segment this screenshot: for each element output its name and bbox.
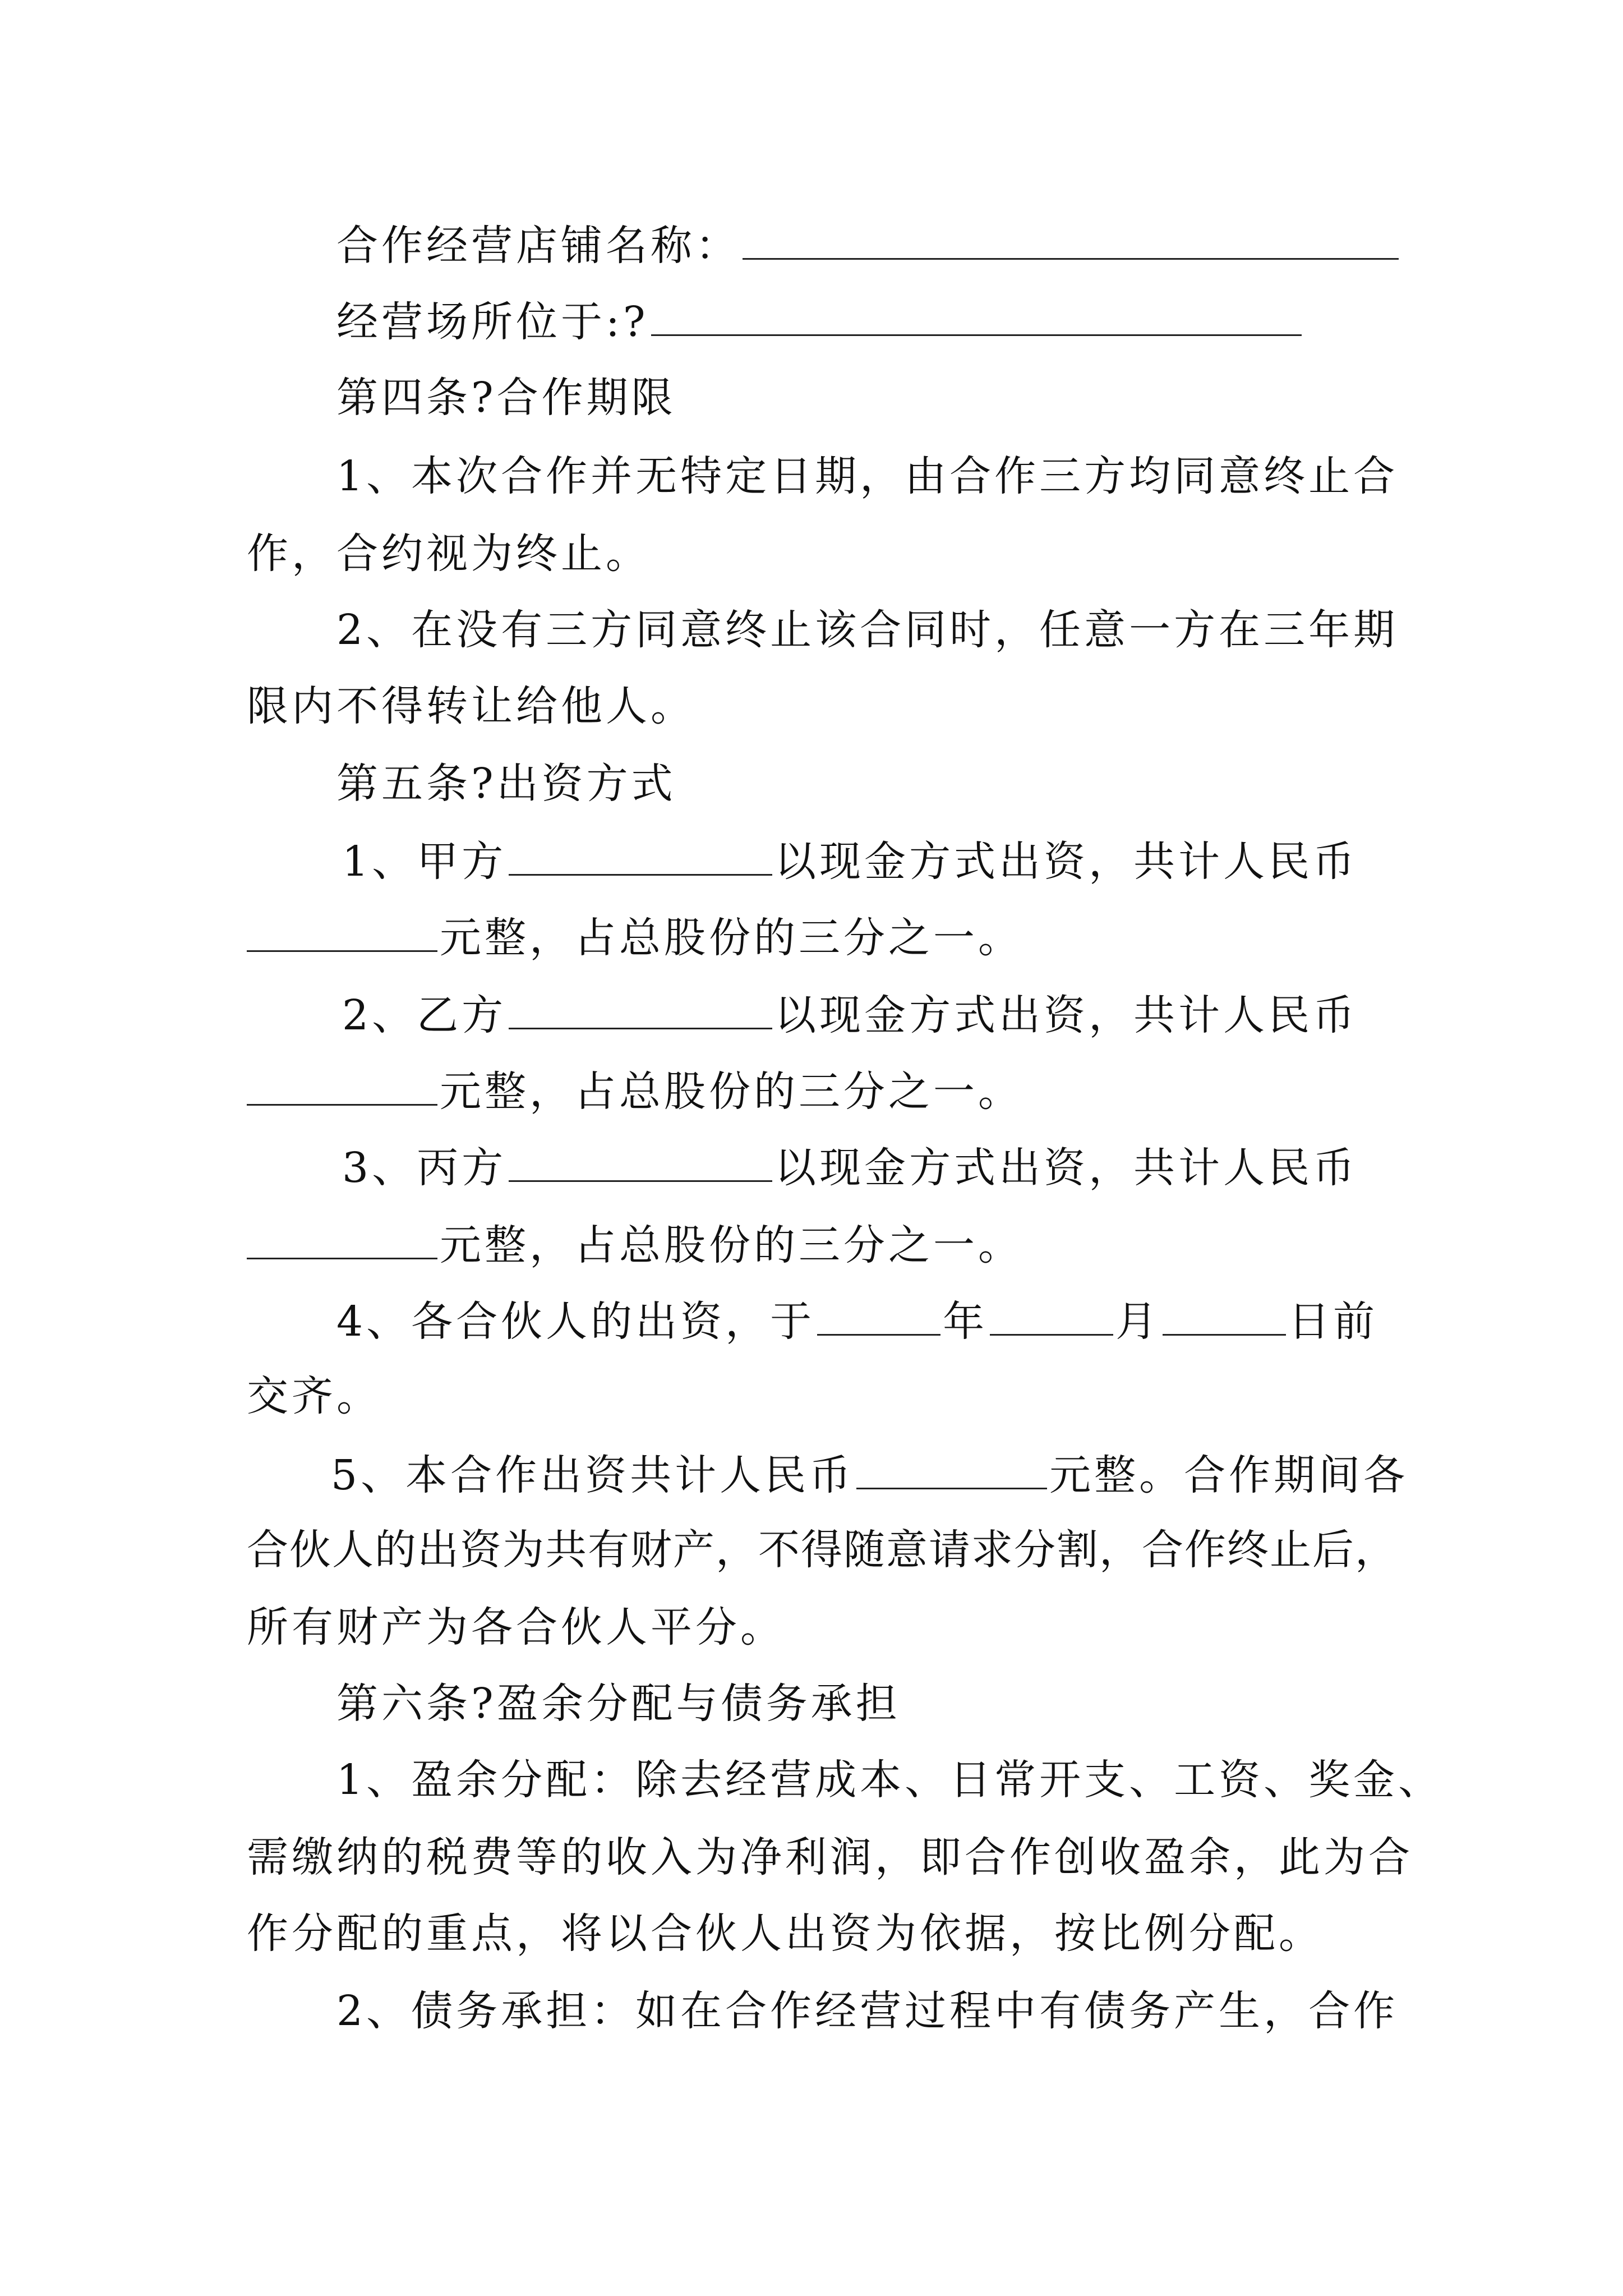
party-a-amount-blank: [247, 915, 437, 952]
article-4-para-1-line-1: 1、本次合作并无特定日期，由合作三方均同意终止合: [336, 452, 1399, 500]
article-6-para-1-line-2: 需缴纳的税费等的收入为净利润，即合作创收盈余，此为合: [247, 1833, 1413, 1881]
party-c-label: 3、丙方: [342, 1144, 507, 1192]
location-line: [336, 298, 1304, 346]
article-5-para-4-line-2: 交齐。: [247, 1372, 381, 1420]
article-6-para-1-line-3: 作分配的重点，将以合伙人出资为依据，按比例分配。: [247, 1910, 1324, 1958]
party-a-blank: [509, 839, 772, 876]
article-5-para-5-line-3: 所有财产为各合伙人平分。: [247, 1603, 785, 1651]
party-a-share-text: 元整，占总股份的三分之一。: [440, 914, 1023, 962]
day-label: 日前: [1288, 1297, 1378, 1346]
party-b-label: 2、乙方: [342, 991, 507, 1039]
article-5-para-1-line-2: [247, 914, 1023, 962]
party-c-text: 以现金方式出资，共计人民币: [774, 1144, 1358, 1192]
article-5-para-2-line-2: [247, 1068, 1023, 1116]
month-label: 月: [1115, 1297, 1161, 1346]
article-5-para-2-line-1: [342, 991, 1358, 1039]
total-capital-blank: [856, 1453, 1047, 1489]
article-5-para-4-line-1: [336, 1297, 1378, 1346]
article-5-title: 第五条?出资方式: [336, 760, 676, 808]
party-a-label: 1、甲方: [342, 838, 507, 886]
article-5-para-1-line-1: [342, 838, 1358, 886]
deadline-label: 4、各合伙人的出资，于: [336, 1297, 815, 1346]
party-a-text: 以现金方式出资，共计人民币: [774, 838, 1358, 886]
party-b-text: 以现金方式出资，共计人民币: [774, 991, 1358, 1039]
party-c-amount-blank: [247, 1223, 437, 1259]
total-capital-label: 5、本合作出资共计人民币: [331, 1451, 855, 1499]
shop-name-label: 合作经营店铺名称：: [336, 222, 740, 270]
party-b-blank: [509, 993, 772, 1029]
article-4-title: 第四条?合作期限: [336, 374, 676, 422]
article-5-para-3-line-1: [342, 1144, 1358, 1192]
year-blank: [817, 1299, 940, 1336]
shop-name-blank: [743, 223, 1399, 260]
article-4-para-2-line-2: 限内不得转让给他人。: [247, 682, 695, 730]
article-6-para-1-line-1: 1、盈余分配：除去经营成本、日常开支、工资、奖金、: [336, 1756, 1444, 1804]
month-blank: [990, 1299, 1113, 1336]
party-b-share-text: 元整，占总股份的三分之一。: [440, 1068, 1023, 1116]
article-5-para-5-line-2: 合伙人的出资为共有财产，不得随意请求分割，合作终止后，: [247, 1526, 1398, 1574]
article-6-para-2-line-1: 2、债务承担：如在合作经营过程中有债务产生，合作: [336, 1987, 1399, 2035]
article-5-para-3-line-2: [247, 1221, 1023, 1269]
party-c-share-text: 元整，占总股份的三分之一。: [440, 1221, 1023, 1269]
shop-name-line: [336, 222, 1401, 270]
location-blank: [651, 300, 1302, 336]
party-b-amount-blank: [247, 1069, 437, 1106]
total-capital-text: 元整。合作期间各: [1049, 1451, 1409, 1499]
article-5-para-5-line-1: [331, 1451, 1409, 1499]
year-label: 年: [943, 1297, 988, 1346]
article-4-para-2-line-1: 2、在没有三方同意终止该合同时，任意一方在三年期: [336, 606, 1399, 654]
article-6-title: 第六条?盈余分配与债务承担: [336, 1680, 901, 1728]
location-label: 经营场所位于:?: [336, 298, 649, 346]
party-c-blank: [509, 1145, 772, 1182]
day-blank: [1163, 1299, 1286, 1336]
article-4-para-1-line-2: 作，合约视为终止。: [247, 530, 651, 578]
